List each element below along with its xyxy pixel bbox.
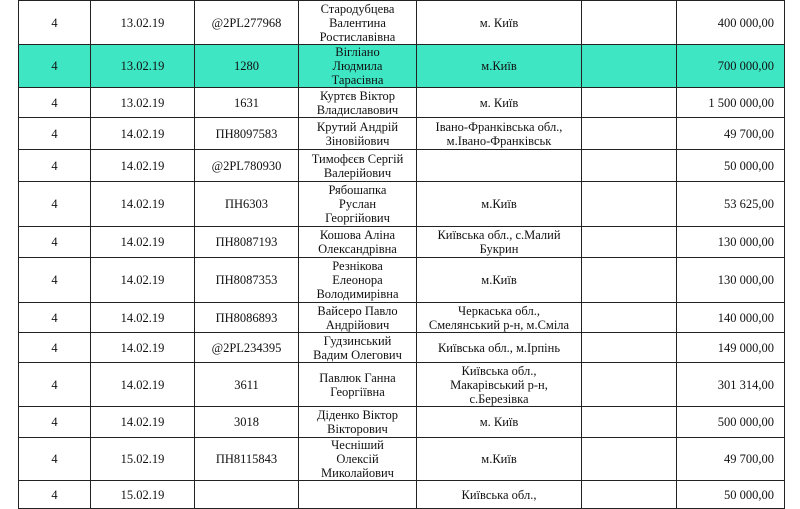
address-cell: м.Київ [417, 182, 582, 227]
person-name: Резнікова Елеонора Володимирівна [299, 258, 417, 303]
document-number: ПН8086893 [195, 303, 299, 333]
table-row [19, 1, 785, 45]
amount-cell: 49 700,00 [677, 118, 785, 150]
person-name: Кошова Аліна Олександрівна [299, 227, 417, 258]
date-cell: 14.02.19 [91, 407, 195, 438]
table-row [19, 227, 785, 258]
amount-cell: 130 000,00 [677, 258, 785, 303]
table-row [19, 303, 785, 333]
date-cell: 15.02.19 [91, 438, 195, 481]
empty-cell [582, 363, 677, 407]
date-cell: 15.02.19 [91, 481, 195, 509]
empty-cell [582, 227, 677, 258]
address-cell: Черкаська обл., Смелянський р-н, м.Сміла [417, 303, 582, 333]
date-cell: 13.02.19 [91, 45, 195, 88]
date-cell: 13.02.19 [91, 1, 195, 45]
date-cell: 14.02.19 [91, 150, 195, 182]
empty-cell [582, 45, 677, 88]
date-cell: 13.02.19 [91, 88, 195, 118]
row-number: 4 [19, 303, 91, 333]
amount-cell: 301 314,00 [677, 363, 785, 407]
document-number: @2PL234395 [195, 333, 299, 363]
date-cell: 14.02.19 [91, 118, 195, 150]
person-name: Стародубцева Валентина Ростиславівна [299, 1, 417, 45]
document-number: 1280 [195, 45, 299, 88]
empty-cell [582, 258, 677, 303]
person-name: Тимофєєв Сергій Валерійович [299, 150, 417, 182]
table-row [19, 407, 785, 438]
person-name: Діденко Віктор Вікторович [299, 407, 417, 438]
empty-cell [582, 88, 677, 118]
person-name: Куртєв Віктор Владиславович [299, 88, 417, 118]
amount-cell: 149 000,00 [677, 333, 785, 363]
address-cell: м.Київ [417, 258, 582, 303]
document-number: ПН8115843 [195, 438, 299, 481]
amount-cell: 50 000,00 [677, 150, 785, 182]
table-row [19, 150, 785, 182]
amount-cell: 400 000,00 [677, 1, 785, 45]
address-cell: м. Київ [417, 88, 582, 118]
row-number: 4 [19, 481, 91, 509]
table-row [19, 258, 785, 303]
document-number: ПН8087353 [195, 258, 299, 303]
payments-table [18, 0, 785, 509]
table-row [19, 333, 785, 363]
empty-cell [582, 407, 677, 438]
row-number: 4 [19, 407, 91, 438]
amount-cell: 50 000,00 [677, 481, 785, 509]
date-cell: 14.02.19 [91, 333, 195, 363]
document-number: 1631 [195, 88, 299, 118]
person-name: Гудзинський Вадим Олегович [299, 333, 417, 363]
table-row [19, 438, 785, 481]
row-number: 4 [19, 182, 91, 227]
document-number: @2PL780930 [195, 150, 299, 182]
empty-cell [582, 303, 677, 333]
date-cell: 14.02.19 [91, 182, 195, 227]
empty-cell [582, 438, 677, 481]
empty-cell [582, 333, 677, 363]
document-number: ПН8087193 [195, 227, 299, 258]
address-cell: Київська обл., [417, 481, 582, 509]
address-cell: м.Київ [417, 45, 582, 88]
row-number: 4 [19, 118, 91, 150]
document-number: @2PL277968 [195, 1, 299, 45]
table-row [19, 182, 785, 227]
amount-cell: 1 500 000,00 [677, 88, 785, 118]
table-row [19, 88, 785, 118]
empty-cell [582, 118, 677, 150]
document-number: ПН6303 [195, 182, 299, 227]
amount-cell: 700 000,00 [677, 45, 785, 88]
date-cell: 14.02.19 [91, 258, 195, 303]
table-row [19, 118, 785, 150]
document-number: 3018 [195, 407, 299, 438]
person-name: Чесніший Олексій Миколайович [299, 438, 417, 481]
person-name: Рябошапка Руслан Георгійович [299, 182, 417, 227]
table-body [19, 1, 785, 509]
person-name [299, 481, 417, 509]
document-number: 3611 [195, 363, 299, 407]
row-number: 4 [19, 333, 91, 363]
person-name: Павлюк Ганна Георгіївна [299, 363, 417, 407]
table-row-highlighted [19, 45, 785, 88]
address-cell: м.Київ [417, 438, 582, 481]
amount-cell: 130 000,00 [677, 227, 785, 258]
row-number: 4 [19, 227, 91, 258]
empty-cell [582, 481, 677, 509]
address-cell: Київська обл., с.Малий Букрин [417, 227, 582, 258]
row-number: 4 [19, 88, 91, 118]
amount-cell: 500 000,00 [677, 407, 785, 438]
date-cell: 14.02.19 [91, 227, 195, 258]
date-cell: 14.02.19 [91, 303, 195, 333]
amount-cell: 140 000,00 [677, 303, 785, 333]
table-row [19, 481, 785, 509]
empty-cell [582, 150, 677, 182]
person-name: Вайсеро Павло Андрійович [299, 303, 417, 333]
person-name: Вігліано Людмила Тарасівна [299, 45, 417, 88]
address-cell: Івано-Франківська обл., м.Івано-Франківськ [417, 118, 582, 150]
address-cell: м. Київ [417, 1, 582, 45]
address-cell: Київська обл., м.Ірпінь [417, 333, 582, 363]
row-number: 4 [19, 258, 91, 303]
address-cell: м. Київ [417, 407, 582, 438]
row-number: 4 [19, 150, 91, 182]
table-row [19, 363, 785, 407]
date-cell: 14.02.19 [91, 363, 195, 407]
empty-cell [582, 1, 677, 45]
document-number [195, 481, 299, 509]
address-cell: Київська обл., Макарівський р-н, с.Березівка [417, 363, 582, 407]
row-number: 4 [19, 363, 91, 407]
row-number: 4 [19, 438, 91, 481]
empty-cell [582, 182, 677, 227]
row-number: 4 [19, 1, 91, 45]
document-number: ПН8097583 [195, 118, 299, 150]
address-cell [417, 150, 582, 182]
row-number: 4 [19, 45, 91, 88]
amount-cell: 49 700,00 [677, 438, 785, 481]
amount-cell: 53 625,00 [677, 182, 785, 227]
person-name: Крутий Андрій Зіновійович [299, 118, 417, 150]
